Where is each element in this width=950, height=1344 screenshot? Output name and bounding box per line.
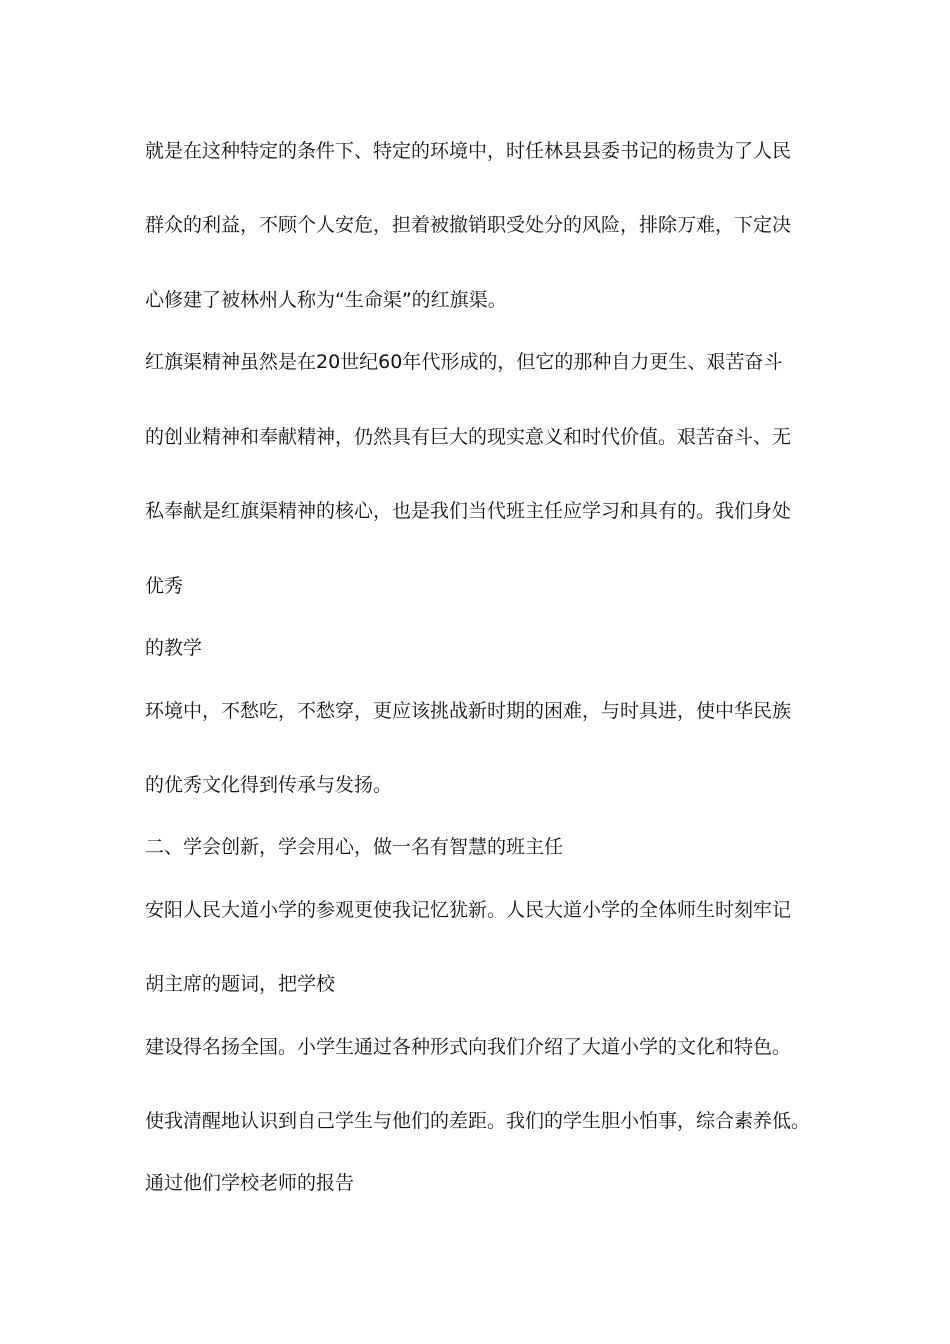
text-line: 的优秀文化得到传承与发扬。	[145, 774, 393, 796]
text-line: 红旗渠精神虽然是在20世纪60年代形成的，但它的那种自力更生、艰苦奋斗	[145, 351, 783, 373]
text-line: 就是在这种特定的条件下、特定的环境中，时任林县县委书记的杨贵为了人民	[145, 140, 792, 162]
text-line: 安阳人民大道小学的参观更使我记忆犹新。人民大道小学的全体师生时刻牢记	[145, 899, 792, 921]
text-line: 心修建了被林州人称为“生命渠”的红旗渠。	[145, 289, 507, 311]
text-line: 环境中，不愁吃，不愁穿，更应该挑战新时期的困难，与时具进，使中华民族	[145, 700, 792, 722]
text-line: 群众的利益，不顾个人安危，担着被撤销职受处分的风险，排除万难，下定决	[145, 214, 792, 236]
text-line: 的教学	[145, 637, 203, 659]
text-line: 使我清醒地认识到自己学生与他们的差距。我们的学生胆小怕事，综合素养低。	[145, 1110, 811, 1132]
text-line: 的创业精神和奉献精神，仍然具有巨大的现实意义和时代价值。艰苦奋斗、无	[145, 426, 792, 448]
section-heading: 二、学会创新，学会用心，做一名有智慧的班主任	[145, 836, 564, 858]
text-line: 胡主席的题词，把学校	[145, 973, 336, 995]
text-line: 优秀	[145, 575, 184, 597]
text-line: 通过他们学校老师的报告	[145, 1172, 355, 1194]
text-line: 私奉献是红旗渠精神的核心，也是我们当代班主任应学习和具有的。我们身处	[145, 500, 792, 522]
text-line: 建设得名扬全国。小学生通过各种形式向我们介绍了大道小学的文化和特色。	[145, 1036, 792, 1058]
